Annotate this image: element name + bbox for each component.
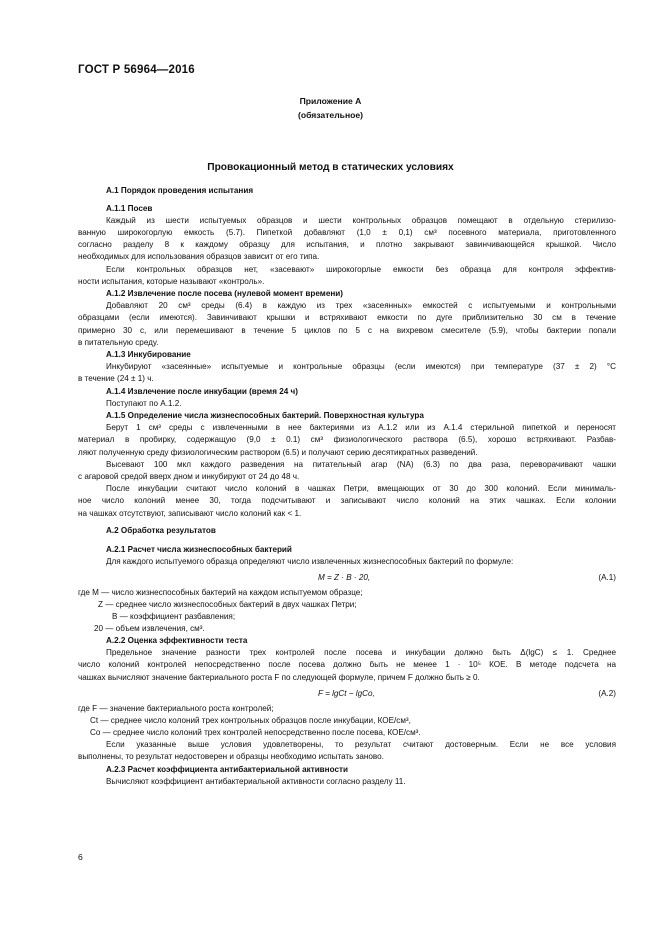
paragraph-line: согласно разделу 8 к каждому образцу для испытания, и плотно закрывают завинчивающейся крышкой. Число bbox=[78, 241, 616, 249]
annex-status: (обязательное) bbox=[297, 110, 364, 120]
paragraph-line: ности испытания, которые называют «контроль». bbox=[78, 277, 265, 286]
subsection-heading: А.2.1 Расчет числа жизнеспособных бактерий bbox=[106, 545, 292, 554]
subsection-heading: А.1.5 Определение числа жизнеспособных бактерий. Поверхностная культура bbox=[106, 411, 424, 420]
legend-line: где F — значение бактериального роста контролей; bbox=[78, 704, 274, 713]
subsection-heading: А.2.3 Расчет коэффициента антибактериальной активности bbox=[106, 765, 348, 774]
paragraph-line: в питательную среду. bbox=[78, 338, 159, 347]
paragraph-line: Если указанные выше условия удовлетворены, то результат считают достоверным. Если не все условия bbox=[106, 741, 616, 749]
formula-number: (A.2) bbox=[598, 689, 616, 698]
paragraph-line: чашках вычисляют значение бактериального роста F по следующей формуле, причем F должно быть ≥ 0. bbox=[78, 673, 480, 682]
paragraph-line: ванную широкогорлую емкость (5.7). Пипеткой добавляют (1,0 ± 0,1) см³ посевного материала, приготовленного bbox=[78, 229, 616, 237]
subsection-heading: А.1.2 Извлечение после посева (нулевой момент времени) bbox=[106, 289, 343, 298]
paragraph-line: с агаровой средой вверх дном и инкубируют от 24 до 48 ч. bbox=[78, 472, 300, 481]
formula-expression: F = lgCt − lgCo, bbox=[318, 689, 375, 698]
paragraph-line: Каждый из шести испытуемых образцов и шести контрольных образцов помещают в отдельную стерилизо- bbox=[106, 217, 616, 225]
paragraph-line: Добавляют 20 см³ среды (6.4) в каждую из трех «засеянных» емкостей с испытуемыми и контрольными bbox=[106, 302, 616, 310]
section-heading: А.1 Порядок проведения испытания bbox=[106, 186, 254, 195]
section-heading: А.2 Обработка результатов bbox=[106, 526, 216, 535]
paragraph-line: Для каждого испытуемого образца определяют число извлеченных жизнеспособных бактерий по формуле: bbox=[106, 557, 514, 566]
paragraph-line: Инкубируют «засеянные» испытуемые и контрольные образцы (если имеются) при температуре (37 ± 2) °С bbox=[106, 363, 616, 371]
paragraph-line: материал в пробирку, содержащую (9,0 ± 0.1) см³ физиологического раствора (6.5), хорошо встряхивают. Разбав- bbox=[78, 436, 616, 444]
paragraph-line: ное число колоний менее 30, тогда подсчитывают и записывают число колоний на этих чашках. Если колонии bbox=[78, 497, 616, 505]
formula-expression: M = Z · B · 20, bbox=[318, 573, 371, 582]
legend-line: В — коэффициент разбавления; bbox=[112, 612, 236, 621]
paragraph-line: Предельное значение разности трех контролей после посева и инкубации должно быть Δ(lgC) ≤ 1. Среднее bbox=[106, 649, 616, 657]
paragraph-line: в течение (24 ± 1) ч. bbox=[78, 374, 154, 383]
paragraph-line: Берут 1 см³ среды с извлеченными в нее бактериями из А.1.2 или из А.1.4 стерильной пипеткой и переносят bbox=[106, 424, 616, 432]
paragraph-line: Если контрольных образцов нет, «засевают» широкогорлые емкости без образца для контроля эффектив- bbox=[106, 266, 616, 274]
paragraph-line: необходимых для использования образцов зависит от его типа. bbox=[78, 252, 320, 261]
annex-title: Приложение А bbox=[299, 96, 362, 106]
paragraph-line: выполнены, то результат недостоверен и образцы необходимо испытать заново. bbox=[78, 752, 384, 761]
paragraph-line: на чашках отсутствуют, записывают число колоний как < 1. bbox=[78, 509, 302, 518]
legend-line: Co — среднее число колоний трех контролей непосредственно после посева, КОЕ/см³. bbox=[90, 728, 421, 737]
standard-header: ГОСТ Р 56964—2016 bbox=[78, 64, 195, 76]
paragraph-line: образцами (если имеются). Завинчивают крышки и встряхивают емкости по дуге приблизительно 30 см в течение bbox=[78, 314, 616, 322]
paragraph-line: Вычисляют коэффициент антибактериальной активности согласно разделу 11. bbox=[106, 777, 406, 786]
subsection-heading: А.1.4 Извлечение после инкубации (время 24 ч) bbox=[106, 387, 298, 396]
paragraph-line: примерно 30 с, или перемешивают в течение 5 циклов по 5 с на вихревом смесителе (5.9), чтобы бактерии попали bbox=[78, 327, 616, 335]
subsection-heading: А.2.2 Оценка эффективности теста bbox=[106, 636, 248, 645]
subsection-heading: А.1.3 Инкубирование bbox=[106, 350, 191, 359]
legend-line: Z — среднее число жизнеспособных бактерий в двух чашках Петри; bbox=[98, 600, 357, 609]
page-title: Провокационный метод в статических условиях bbox=[207, 162, 454, 173]
paragraph-line: Высевают 100 мкл каждого разведения на питательный агар (NA) (6.3) по два раза, переворачивают чашки bbox=[106, 461, 616, 469]
paragraph-line: После инкубации считают число колоний в чашках Петри, вмещающих от 30 до 300 колоний. Если минималь- bbox=[106, 485, 616, 493]
page-number: 6 bbox=[78, 852, 83, 862]
paragraph-line: ляют полученную среду физиологическим раствором (6.5) и получают серию десятикратных разведений. bbox=[78, 448, 478, 457]
paragraph-line: число колоний контролей непосредственно после посева должно быть не менее 1 · 10⁵ КОЕ. В методе подсчета на bbox=[78, 661, 616, 669]
legend-line: Ct — среднее число колоний трех контрольных образцов после инкубации, КОЕ/см³, bbox=[90, 716, 411, 725]
legend-line: 20 — объем извлечения, см³. bbox=[94, 624, 205, 633]
formula-number: (A.1) bbox=[598, 573, 616, 582]
paragraph-line: Поступают по А.1.2. bbox=[106, 399, 182, 408]
legend-line: где М — число жизнеспособных бактерий на каждом испытуемом образце; bbox=[78, 588, 363, 597]
subsection-heading: А.1.1 Посев bbox=[106, 204, 153, 213]
